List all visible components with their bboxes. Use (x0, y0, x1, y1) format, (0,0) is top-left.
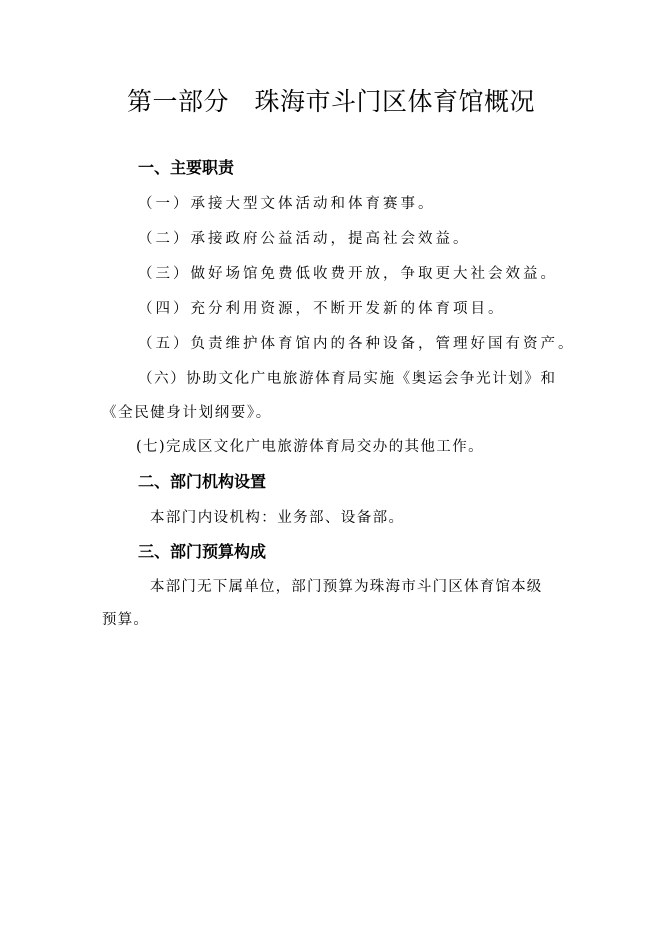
org-structure-text: 本部门内设机构：业务部、设备部。 (150, 510, 405, 526)
duty-item-4: （四）充分利用资源，不断开发新的体育项目。 (138, 301, 506, 317)
budget-text-line1: 本部门无下属单位，部门预算为珠海市斗门区体育馆本级 (150, 579, 543, 595)
duty-item-5: （五）负责维护体育馆内的各种设备，管理好国有资产。 (138, 336, 576, 352)
duty-item-1: （一）承接大型文体活动和体育赛事。 (138, 196, 436, 212)
section-heading-main-duties: 一、主要职责 (138, 158, 235, 177)
page-title: 第一部分 珠海市斗门区体育馆概况 (126, 87, 535, 116)
duty-item-6-line2: 《全民健身计划纲要》。 (102, 405, 272, 421)
duty-item-2: （二）承接政府公益活动，提高社会效益。 (138, 231, 471, 247)
budget-text-line2: 预算。 (102, 612, 150, 628)
section-heading-org-structure: 二、部门机构设置 (138, 472, 267, 491)
section-heading-budget-composition: 三、部门预算构成 (138, 542, 267, 561)
duty-item-7: (七)完成区文化广电旅游体育局交办的其他工作。 (136, 439, 485, 455)
duty-item-3: （三）做好场馆免费低收费开放，争取更大社会效益。 (138, 266, 558, 282)
duty-item-6-line1: （六）协助文化广电旅游体育局实施《奥运会争光计划》和 (138, 371, 557, 387)
